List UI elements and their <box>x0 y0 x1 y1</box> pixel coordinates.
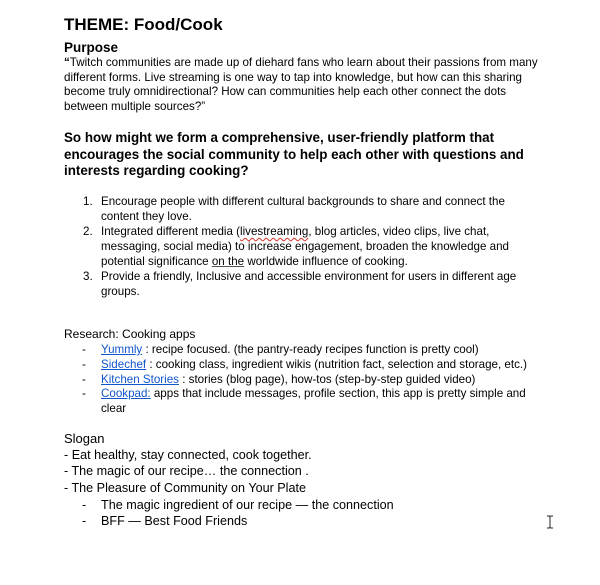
purpose-quote <box>64 56 540 115</box>
research-item <box>82 373 532 388</box>
text-cursor-icon <box>546 515 554 529</box>
goal-text: Provide a friendly, Inclusive and accessible environment for users in different age groups. <box>101 270 517 298</box>
slogan-sub-list <box>82 497 394 530</box>
goal-item <box>80 194 540 224</box>
goal-item <box>80 224 540 269</box>
research-item <box>82 387 532 417</box>
slogan-line: - The Pleasure of Community on Your Plate <box>64 480 306 495</box>
research-item <box>82 358 532 373</box>
goal-text: Encourage people with different cultural backgrounds to share and connect the content they love. <box>101 195 505 223</box>
slogan-line: - Eat healthy, stay connected, cook together. <box>64 448 312 462</box>
document-title: THEME: Food/Cook <box>64 15 223 34</box>
goal-item <box>80 269 540 299</box>
kitchen-stories-link[interactable]: Kitchen Stories <box>101 372 179 386</box>
goal-text-part: worldwide influence of cooking. <box>244 255 408 268</box>
list-dash: - <box>82 343 86 356</box>
research-item-text: : stories (blog page), how-tos (step-by-step guided video) <box>178 372 476 386</box>
goal-number: 1. <box>83 195 93 208</box>
how-might-we-question: So how might we form a comprehensive, user-friendly platform that encourages the social community to help each other with questions and interests regarding cooking? <box>64 130 524 178</box>
goal-text-part: Integrated different media ( <box>101 225 240 238</box>
list-dash: - <box>82 514 87 529</box>
slogan-sub-text: BFF — Best Food Friends <box>101 514 248 529</box>
goal-number: 3. <box>83 270 93 283</box>
yummly-link[interactable]: Yummly <box>101 343 143 356</box>
list-dash: - <box>82 498 87 512</box>
cookpad-link[interactable]: Cookpad: <box>101 387 151 401</box>
research-item-text: : recipe focused. (the pantry-ready recipes function is pretty cool) <box>142 343 479 356</box>
sidechef-link[interactable]: Sidechef <box>101 357 147 371</box>
list-dash: - <box>82 372 86 386</box>
list-dash: - <box>82 357 86 371</box>
goal-text-part: , blog articles, video clips, live chat, messaging, social media) to increase engagement, broaden the knowledge and potential significance <box>101 225 509 268</box>
slogan-sub-item <box>82 497 394 513</box>
grammar-flagged-words[interactable]: on the <box>211 255 245 268</box>
research-list <box>82 343 532 417</box>
slogan-sub-item <box>82 513 394 529</box>
goal-number: 2. <box>83 225 93 238</box>
slogan-line: - The magic of our recipe… the connection . <box>64 464 309 479</box>
list-dash: - <box>82 387 86 401</box>
purpose-heading: Purpose <box>64 40 119 55</box>
quote-text: Twitch communities are made up of diehard fans who learn about their passions from many different forms. Live streaming is one way to tap into knowledge, but how can this sharing become truly omnidirectional? How can communities help each other connect the dots between multiple sources?” <box>64 56 538 114</box>
spellcheck-flagged-word[interactable]: livestreaming <box>240 225 309 238</box>
slogan-list <box>64 447 312 496</box>
research-item-text: : cooking class, ingredient wikis (nutrition fact, selection and storage, etc.) <box>146 357 527 371</box>
research-item-text: apps that include messages, profile section, this app is pretty simple and clear <box>101 387 526 416</box>
goals-list <box>80 194 540 299</box>
research-item <box>82 343 532 358</box>
quote-open-mark: “ <box>64 56 70 69</box>
research-heading: Research: Cooking apps <box>64 327 196 341</box>
slogan-heading: Slogan <box>64 431 105 446</box>
slogan-sub-text: The magic ingredient of our recipe — the connection <box>101 498 394 512</box>
